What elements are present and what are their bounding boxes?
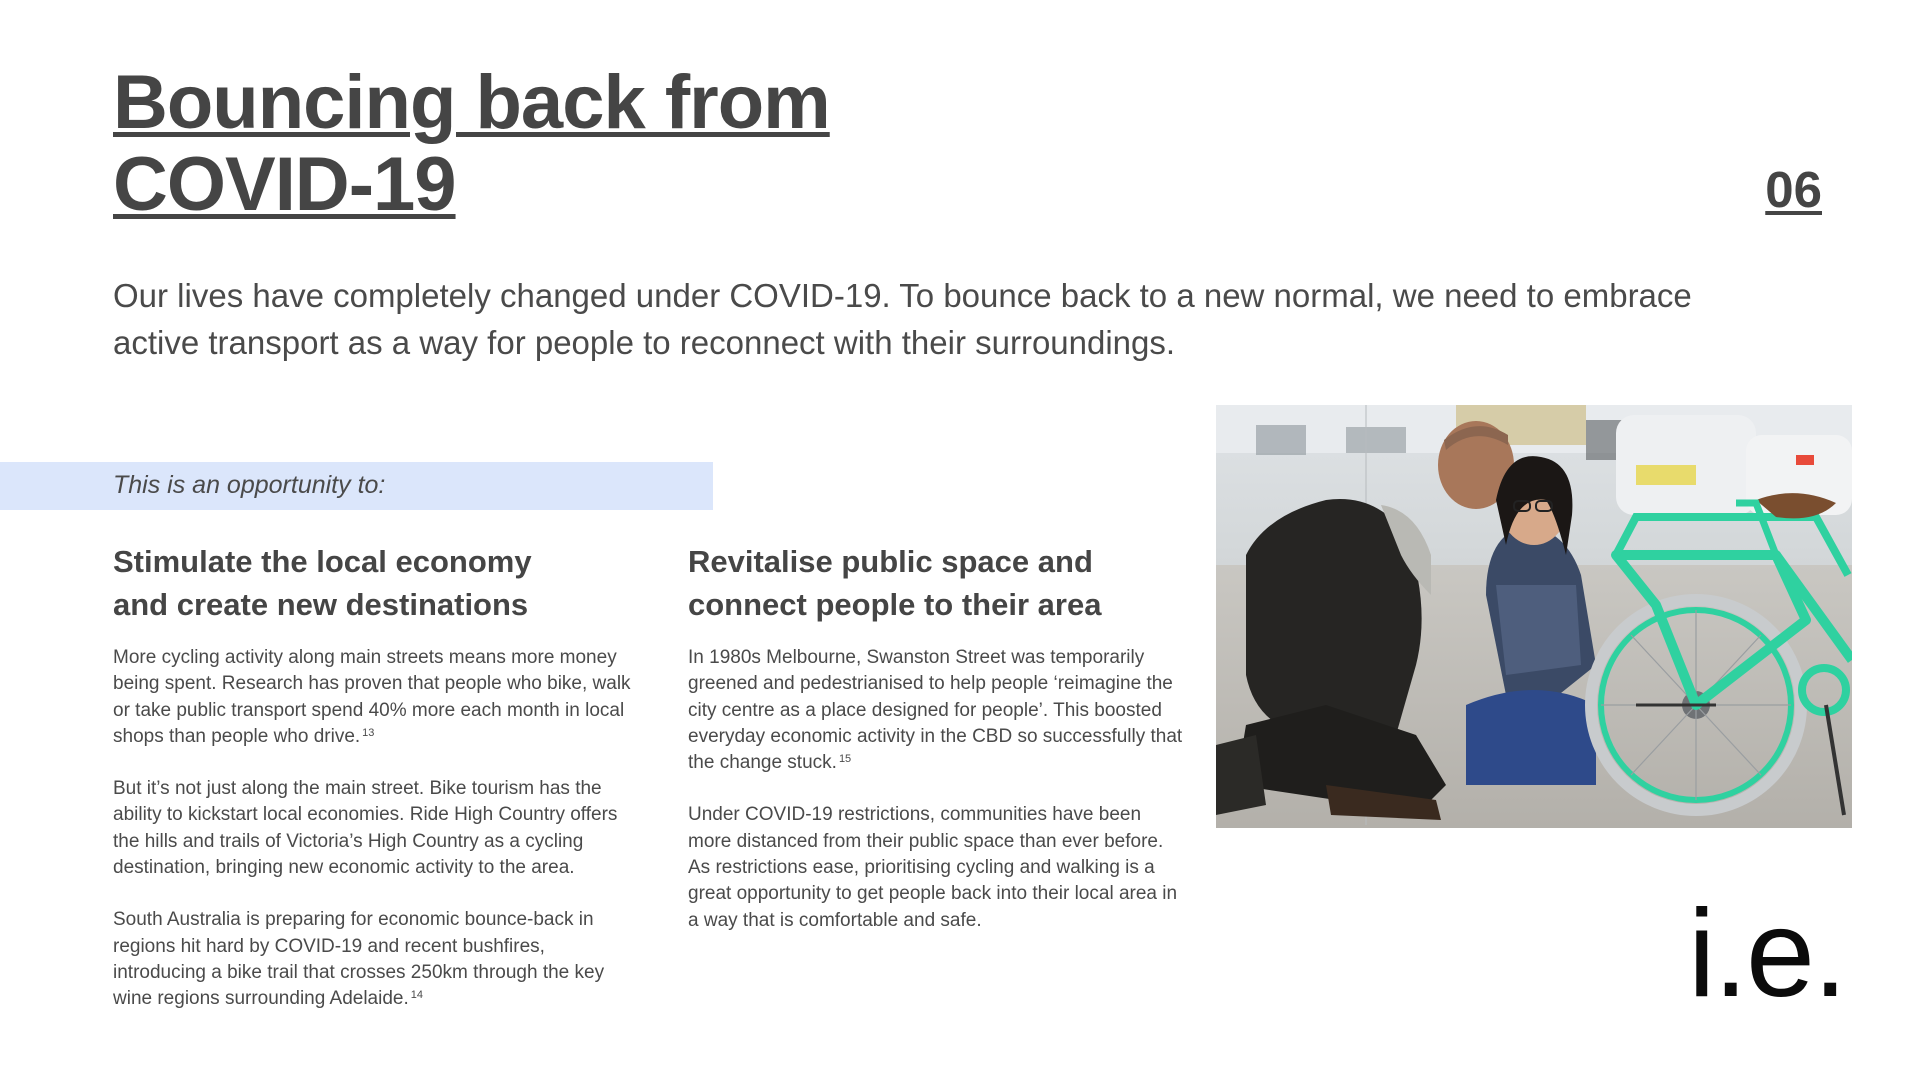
paragraph-text: More cycling activity along main streets means more money being spent. Research has proven that people who bike, walk or take public transport spend 40% more each month in local shops than people who drive. [113,647,631,747]
footnote-marker: 13 [362,726,375,739]
economy-heading [113,540,643,626]
public-space-paragraph-2 [688,802,1188,933]
footnote-marker: 14 [410,989,424,1002]
page-title-line-2: COVID-19 [113,142,456,227]
ie-logo: i.e. [1688,885,1846,1023]
page-number: 06 [1765,161,1822,218]
economy-heading-line-2: and create new destinations [113,587,529,622]
paragraph-text: But it’s not just along the main street. Bike tourism has the ability to kickstart local economies. Ride High Country offers the hills and trails of Victoria’s High Country as a cycling destination, bringing new economic activity to the area. [113,778,618,879]
opportunity-label: This is an opportunity to: [113,471,386,499]
public-space-column [688,540,1188,960]
economy-paragraph-3 [113,907,643,1012]
footnote-marker: 15 [838,753,852,766]
paragraph-text: Under COVID-19 restrictions, communities have been more distanced from their public space than ever before. As restrictions ease, prioritising cycling and walking is a great opportunity to get people back into their local area in a way that is comfortable and safe. [688,804,1178,931]
opportunity-banner [0,462,713,510]
public-space-heading-line-2: connect people to their area [688,587,1102,622]
public-space-heading [688,540,1188,626]
page-title [113,62,830,226]
economy-column [113,540,643,1039]
bike-repair-photo [1216,405,1852,828]
public-space-heading-line-1: Revitalise public space and [688,544,1093,579]
paragraph-text: In 1980s Melbourne, Swanston Street was temporarily greened and pedestrianised to help people ‘reimagine the city centre as a place designed for people’. This boosted everyday economic activity in the CBD so successfully that the change stuck. [688,647,1183,774]
economy-paragraph-1 [113,645,643,750]
photo-illustration [1216,405,1852,828]
intro-text: Our lives have completely changed under COVID-19. To bounce back to a new normal, we need to embrace active transport as a way for people to reconnect with their surroundings. [113,277,1692,361]
paragraph-text: South Australia is preparing for economic bounce-back in regions hit hard by COVID-19 and recent bushfires, introducing a bike trail that crosses 250km through the key wine regions surrounding Adelaide. [113,909,605,1010]
page-title-line-1: Bouncing back from [113,60,830,145]
economy-heading-line-1: Stimulate the local economy [113,544,532,579]
economy-paragraph-2 [113,776,643,881]
public-space-paragraph-1 [688,645,1188,776]
